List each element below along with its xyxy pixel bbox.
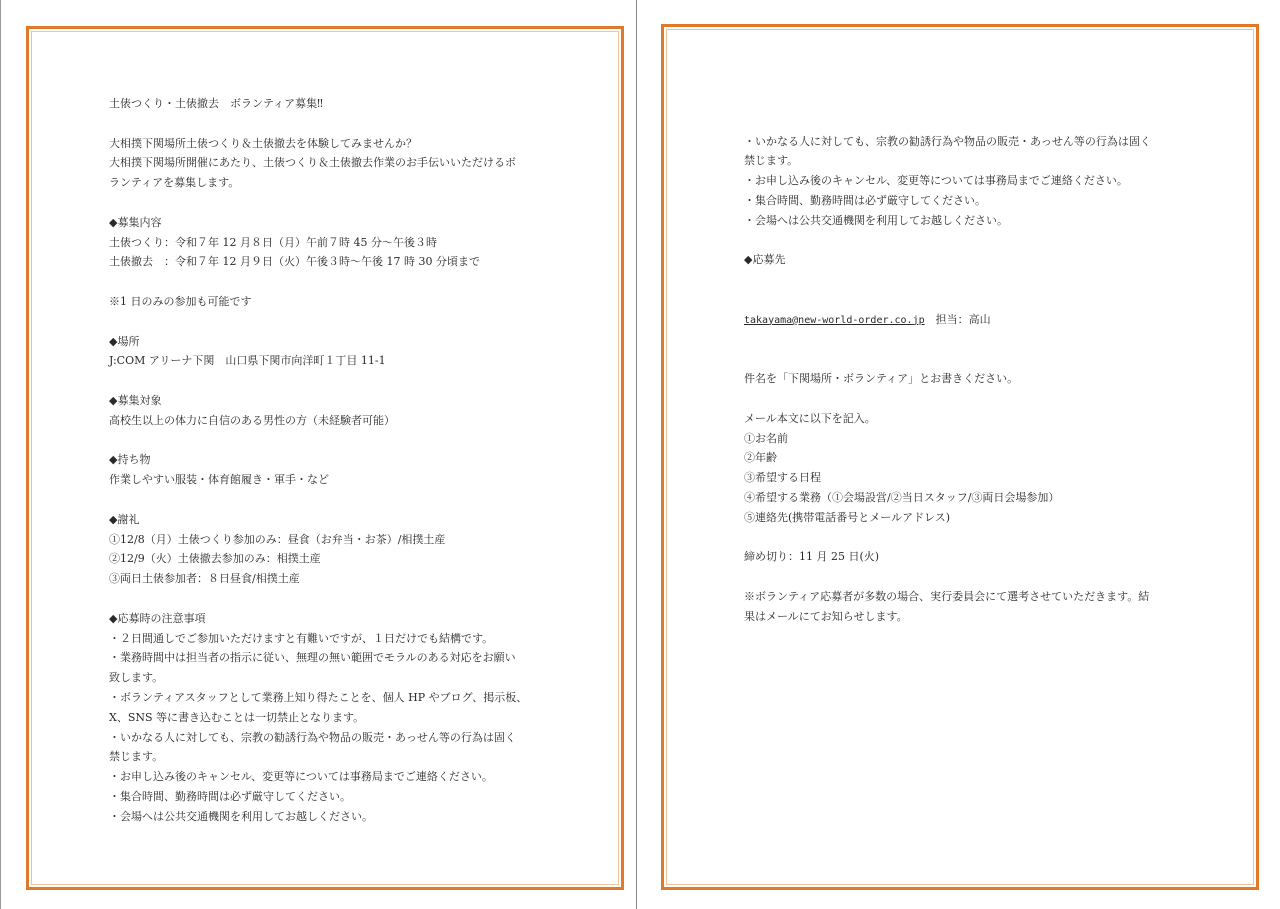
text-line: ①お名前 <box>744 431 788 445</box>
contact-email-link[interactable]: takayama@new-world-order.co.jp <box>744 314 925 326</box>
text-line: 禁じます。 <box>109 750 164 764</box>
blank-line <box>744 389 1214 409</box>
text-line: 土俵つくり・土俵撤去 ボランティア募集‼ <box>109 97 323 110</box>
text-line: ランティアを募集します。 <box>109 176 240 190</box>
blank-line <box>744 567 1214 587</box>
blank-line <box>109 193 579 213</box>
text-line: ・ボランティアスタッフとして業務上知り得たことを、個人 HP やブログ、掲示板、 <box>109 690 528 704</box>
page-divider <box>636 0 637 909</box>
contact-person: 担当：高山 <box>924 312 991 326</box>
page-2-bottom-lines <box>744 369 1214 626</box>
blank-line <box>109 371 579 391</box>
text-line: 土俵つくり：令和７年 12 月８日（月）午前７時 45 分～午後３時 <box>109 235 437 249</box>
text-line: ・会場へは公共交通機関を利用してお越しください。 <box>109 809 373 823</box>
text-line: J:COM アリーナ下関 山口県下関市向洋町１丁目 11-1 <box>109 354 386 368</box>
text-line: ・会場へは公共交通機関を利用してお越しください。 <box>744 213 1008 227</box>
text-line: ④希望する業務（①会場設営/②当日スタッフ/③両日会場参加） <box>744 490 1060 504</box>
blank-line <box>744 528 1214 548</box>
text-line: ・いかなる人に対しても、宗教の勧誘行為や物品の販売・あっせん等の行為は固く <box>744 134 1151 148</box>
text-line: 件名を「下関場所・ボランティア」とお書きください。 <box>744 372 1019 386</box>
text-line: ・２日間通しでご参加いただけますと有難いですが、１日だけでも結構です。 <box>109 631 494 645</box>
text-line: ③両日土俵参加者：８日昼食/相撲土産 <box>109 572 300 586</box>
blank-line <box>109 312 579 332</box>
text-line: ・集合時間、勤務時間は必ず厳守してください。 <box>744 193 986 207</box>
viewer-left-edge <box>0 0 1 909</box>
text-line: 土俵撤去 ：令和７年 12 月９日（火）午後３時～午後 17 時 30 分頃まで <box>109 255 480 269</box>
text-line: ②12/9（火）土俵撤去参加のみ：相撲土産 <box>109 552 321 566</box>
text-line: ◆謝礼 <box>109 512 140 526</box>
blank-line <box>109 431 579 451</box>
text-line: ※ボランティア応募者が多数の場合、実行委員会にて選考させていただきます。結 <box>744 589 1150 603</box>
text-line: ・お申し込み後のキャンセル、変更等については事務局までご連絡ください。 <box>109 770 493 784</box>
text-line: 高校生以上の体力に自信のある男性の方（未経験者可能） <box>109 413 395 427</box>
blank-line <box>109 114 579 134</box>
text-line: ・いかなる人に対しても、宗教の勧誘行為や物品の販売・あっせん等の行為は固く <box>109 730 516 744</box>
text-line: ◆募集対象 <box>109 393 162 407</box>
blank-line <box>109 589 579 609</box>
text-line: ◆応募先 <box>744 253 786 267</box>
document-page-1 <box>26 26 624 890</box>
text-line: ◆持ち物 <box>109 453 151 467</box>
text-line: ◆場所 <box>109 334 140 348</box>
blank-line <box>109 490 579 510</box>
text-line: ◆応募時の注意事項 <box>109 611 206 625</box>
text-line: ◆募集内容 <box>109 215 162 229</box>
page-1-body <box>109 94 579 826</box>
blank-line <box>744 231 1214 251</box>
text-line: ①12/8（月）土俵つくり参加のみ：昼食（お弁当・お茶）/相撲土産 <box>109 532 446 546</box>
text-line: 作業しやすい服装・体育館履き・軍手・など <box>109 473 329 487</box>
text-line: ・業務時間中は担当者の指示に従い、無理の無い範囲でモラルのある対応をお願い <box>109 651 516 665</box>
text-line: ・集合時間、勤務時間は必ず厳守してください。 <box>109 789 351 803</box>
text-line: 締め切り：11 月 25 日(火) <box>744 550 880 564</box>
text-line: 大相撲下関場所開催にあたり、土俵つくり＆土俵撤去作業のお手伝いいただけるボ <box>109 156 516 170</box>
page-2-body <box>744 92 1214 666</box>
text-line: ※1 日のみの参加も可能です <box>109 294 252 308</box>
text-line: ②年齢 <box>744 451 777 465</box>
text-line: X、SNS 等に書き込むことは一切禁止となります。 <box>109 710 365 724</box>
document-page-2 <box>661 24 1259 890</box>
text-line: ・お申し込み後のキャンセル、変更等については事務局までご連絡ください。 <box>744 174 1128 188</box>
text-line: ③希望する日程 <box>744 471 821 485</box>
text-line: 禁じます。 <box>744 154 799 168</box>
text-line: 致します。 <box>109 671 164 685</box>
page-2-top-lines <box>744 132 1214 271</box>
text-line: 果はメールにてお知らせします。 <box>744 609 908 623</box>
text-line: 大相撲下関場所土俵つくり＆土俵撤去を体験してみませんか？ <box>109 136 417 150</box>
text-line: メール本文に以下を記入。 <box>744 411 876 425</box>
text-line: ⑤連絡先(携帯電話番号とメールアドレス) <box>744 510 951 524</box>
contact-line <box>744 310 1214 330</box>
blank-line <box>109 272 579 292</box>
